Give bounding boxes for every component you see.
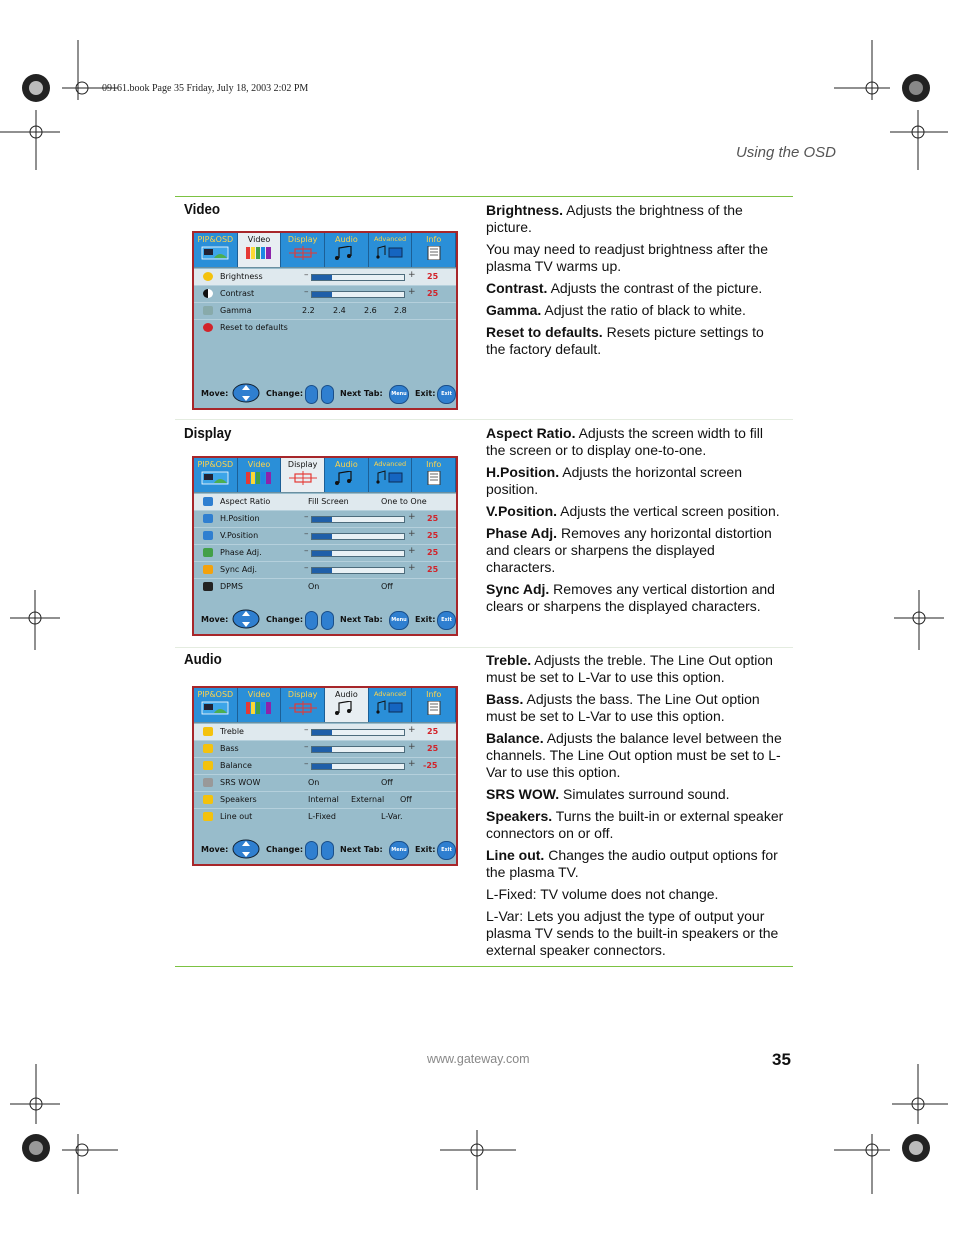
color-bars-icon xyxy=(244,701,274,715)
reset-icon xyxy=(203,323,213,332)
bass-slider[interactable] xyxy=(311,746,405,753)
osd-row-treble[interactable]: Treble – + 25 xyxy=(194,724,456,741)
desc-video-0: Brightness. Adjusts the brightness of the picture. xyxy=(486,202,743,235)
desc-audio-5: Line out. Changes the audio output options for the plasma TV. xyxy=(486,847,778,880)
desc-audio-6: L-Fixed: TV volume does not change. xyxy=(486,886,719,902)
registration-mark-bottom-center xyxy=(440,1130,520,1190)
desc-audio-3: SRS WOW. Simulates surround sound. xyxy=(486,786,730,802)
change-left-button[interactable] xyxy=(305,385,318,404)
book-stamp: 09161.book Page 35 Friday, July 18, 2003 2:02 PM xyxy=(102,83,309,94)
section-title-display: Display xyxy=(184,426,232,442)
change-right-button[interactable] xyxy=(321,611,334,630)
desc-video-1: You may need to readjust brightness after the plasma TV warms up. xyxy=(486,241,768,274)
sun-icon xyxy=(203,272,213,281)
pip-icon xyxy=(200,246,230,260)
v-position-icon xyxy=(203,531,213,540)
osd-row-h-position[interactable]: H.Position – + 25 xyxy=(194,511,456,528)
osd-tabs xyxy=(194,688,456,723)
desc-audio-2: Balance. Adjusts the balance level between the channels. The Line Out option must be set to L-Var to use this option. xyxy=(486,730,782,780)
move-arrows-icon xyxy=(232,839,260,859)
tab-audio[interactable]: Audio xyxy=(325,233,369,267)
desc-display-3: Phase Adj. Removes any horizontal distortion and clears or sharpens the displayed characters. xyxy=(486,525,772,575)
tab-video[interactable]: Video xyxy=(238,233,282,267)
section-title-audio: Audio xyxy=(184,652,222,668)
advanced-icon xyxy=(375,470,405,484)
desc-display-1: H.Position. Adjusts the horizontal screen position. xyxy=(486,464,743,497)
sync-slider[interactable] xyxy=(311,567,405,574)
osd-row-speakers[interactable]: Speakers Internal External Off xyxy=(194,792,456,809)
music-notes-icon xyxy=(331,246,361,260)
h-position-icon xyxy=(203,514,213,523)
tab-info[interactable]: Info xyxy=(412,458,456,492)
menu-button[interactable]: Menu xyxy=(389,841,409,860)
registration-mark-top-left xyxy=(0,40,130,170)
desc-display-2: V.Position. Adjusts the vertical screen position. xyxy=(486,503,780,519)
desc-audio-7: L-Var: Lets you adjust the type of output your plasma TV sends to the built-in speakers or the external speaker connectors. xyxy=(486,908,779,958)
tab-pip-osd[interactable]: PIP&OSD xyxy=(194,233,238,267)
osd-row-reset[interactable]: Reset to defaults xyxy=(194,320,456,336)
osd-row-gamma[interactable]: Gamma 2.2 2.4 2.6 2.8 xyxy=(194,303,456,320)
v-position-slider[interactable] xyxy=(311,533,405,540)
move-arrows-icon xyxy=(232,383,260,403)
info-document-icon xyxy=(419,701,449,715)
color-bars-icon xyxy=(244,246,274,260)
osd-display-screen xyxy=(192,456,458,636)
tab-audio[interactable]: Audio xyxy=(325,458,369,492)
bottom-rule xyxy=(175,966,793,967)
registration-mark-bottom-right xyxy=(824,1064,954,1194)
osd-row-line-out[interactable]: Line out L-Fixed L-Var. xyxy=(194,809,456,825)
osd-row-v-position[interactable]: V.Position – + 25 xyxy=(194,528,456,545)
sync-icon xyxy=(203,565,213,574)
osd-row-srs-wow[interactable]: SRS WOW On Off xyxy=(194,775,456,792)
running-head: Using the OSD xyxy=(735,144,836,161)
info-document-icon xyxy=(419,471,449,485)
balance-icon xyxy=(203,761,213,770)
line-out-icon xyxy=(203,812,213,821)
osd-row-aspect-ratio[interactable]: Aspect Ratio Fill Screen One to One xyxy=(194,494,456,511)
menu-button[interactable]: Menu xyxy=(389,611,409,630)
contrast-icon xyxy=(203,289,213,298)
osd-audio-screen xyxy=(192,686,458,866)
osd-row-dpms[interactable]: DPMS On Off xyxy=(194,579,456,595)
desc-video-4: Reset to defaults. Resets picture settings to the factory default. xyxy=(486,324,764,357)
treble-slider[interactable] xyxy=(311,729,405,736)
phase-icon xyxy=(203,548,213,557)
tab-video[interactable]: Video xyxy=(238,688,282,722)
desc-video-3: Gamma. Adjust the ratio of black to white. xyxy=(486,302,746,318)
gamma-icon xyxy=(203,306,213,315)
desc-video-2: Contrast. Adjusts the contrast of the picture. xyxy=(486,280,763,296)
registration-mark-top-right xyxy=(824,40,954,170)
contrast-slider[interactable] xyxy=(311,291,405,298)
tab-pip-osd[interactable]: PIP&OSD xyxy=(194,688,238,722)
desc-display-4: Sync Adj. Removes any vertical distortion and clears or sharpens the displayed characters. xyxy=(486,581,775,614)
tab-audio[interactable]: Audio xyxy=(325,688,369,722)
change-right-button[interactable] xyxy=(321,385,334,404)
resize-icon xyxy=(288,246,318,260)
registration-mark-bottom-left xyxy=(0,1064,130,1194)
desc-audio-0: Treble. Adjusts the treble. The Line Out option must be set to L-Var to use this option. xyxy=(486,652,773,685)
desc-display xyxy=(486,425,786,620)
osd-row-contrast[interactable]: Contrast – + 25 xyxy=(194,286,456,303)
tab-advanced[interactable]: Advanced xyxy=(369,458,413,492)
osd-row-brightness[interactable]: Brightness – + 25 xyxy=(194,269,456,286)
tab-info[interactable]: Info xyxy=(412,233,456,267)
music-notes-icon xyxy=(331,471,361,485)
move-arrows-icon xyxy=(232,609,260,629)
advanced-icon xyxy=(375,700,405,714)
aspect-ratio-icon xyxy=(203,497,213,506)
desc-audio xyxy=(486,652,786,964)
osd-tabs xyxy=(194,458,456,493)
change-left-button[interactable] xyxy=(305,841,318,860)
page-number: 35 xyxy=(772,1050,791,1069)
tab-advanced[interactable]: Advanced xyxy=(369,233,413,267)
registration-mark-mid-right xyxy=(894,590,944,650)
desc-video xyxy=(486,202,786,363)
balance-slider[interactable] xyxy=(311,763,405,770)
osd-footer: Move: Change: Next Tab: Menu Exit: Exit xyxy=(194,838,456,862)
dpms-icon xyxy=(203,582,213,591)
section-title-video: Video xyxy=(184,202,221,218)
resize-icon xyxy=(288,701,318,715)
footer-url: www.gateway.com xyxy=(427,1052,530,1066)
exit-button[interactable]: Exit xyxy=(437,385,456,404)
tab-info[interactable]: Info xyxy=(412,688,456,722)
osd-row-balance[interactable]: Balance – + -25 xyxy=(194,758,456,775)
tab-display[interactable]: Display xyxy=(281,458,325,492)
music-notes-icon xyxy=(331,701,361,715)
osd-row-phase-adj[interactable]: Phase Adj. – + 25 xyxy=(194,545,456,562)
osd-row-bass[interactable]: Bass – + 25 xyxy=(194,741,456,758)
phase-slider[interactable] xyxy=(311,550,405,557)
speaker-icon xyxy=(203,795,213,804)
divider-video-display xyxy=(175,419,793,420)
srs-wow-icon xyxy=(203,778,213,787)
advanced-icon xyxy=(375,245,405,259)
tab-advanced[interactable]: Advanced xyxy=(369,688,413,722)
osd-footer: Move: Change: Next Tab: Menu Exit: Exit xyxy=(194,608,456,632)
tab-display[interactable]: Display xyxy=(281,688,325,722)
pip-icon xyxy=(200,471,230,485)
change-right-button[interactable] xyxy=(321,841,334,860)
registration-mark-mid-left xyxy=(10,590,60,650)
info-document-icon xyxy=(419,246,449,260)
osd-tabs xyxy=(194,233,456,268)
top-rule xyxy=(175,196,793,197)
treble-icon xyxy=(203,727,213,736)
exit-button[interactable]: Exit xyxy=(437,841,456,860)
h-position-slider[interactable] xyxy=(311,516,405,523)
desc-audio-4: Speakers. Turns the built-in or external speaker connectors on or off. xyxy=(486,808,784,841)
menu-button[interactable]: Menu xyxy=(389,385,409,404)
desc-audio-1: Bass. Adjusts the bass. The Line Out option must be set to L-Var to use this option. xyxy=(486,691,760,724)
tab-pip-osd[interactable]: PIP&OSD xyxy=(194,458,238,492)
tab-display[interactable]: Display xyxy=(281,233,325,267)
exit-button[interactable]: Exit xyxy=(437,611,456,630)
desc-display-0: Aspect Ratio. Adjusts the screen width to fill the screen or to display one-to-one. xyxy=(486,425,764,458)
resize-icon xyxy=(288,471,318,485)
brightness-slider[interactable] xyxy=(311,274,405,281)
osd-video-screen xyxy=(192,231,458,410)
change-left-button[interactable] xyxy=(305,611,318,630)
tab-video[interactable]: Video xyxy=(238,458,282,492)
osd-row-sync-adj[interactable]: Sync Adj. – + 25 xyxy=(194,562,456,579)
pip-icon xyxy=(200,701,230,715)
osd-footer: Move: Change: Next Tab: Menu Exit: Exit xyxy=(194,382,456,406)
divider-display-audio xyxy=(175,647,793,648)
color-bars-icon xyxy=(244,471,274,485)
bass-icon xyxy=(203,744,213,753)
